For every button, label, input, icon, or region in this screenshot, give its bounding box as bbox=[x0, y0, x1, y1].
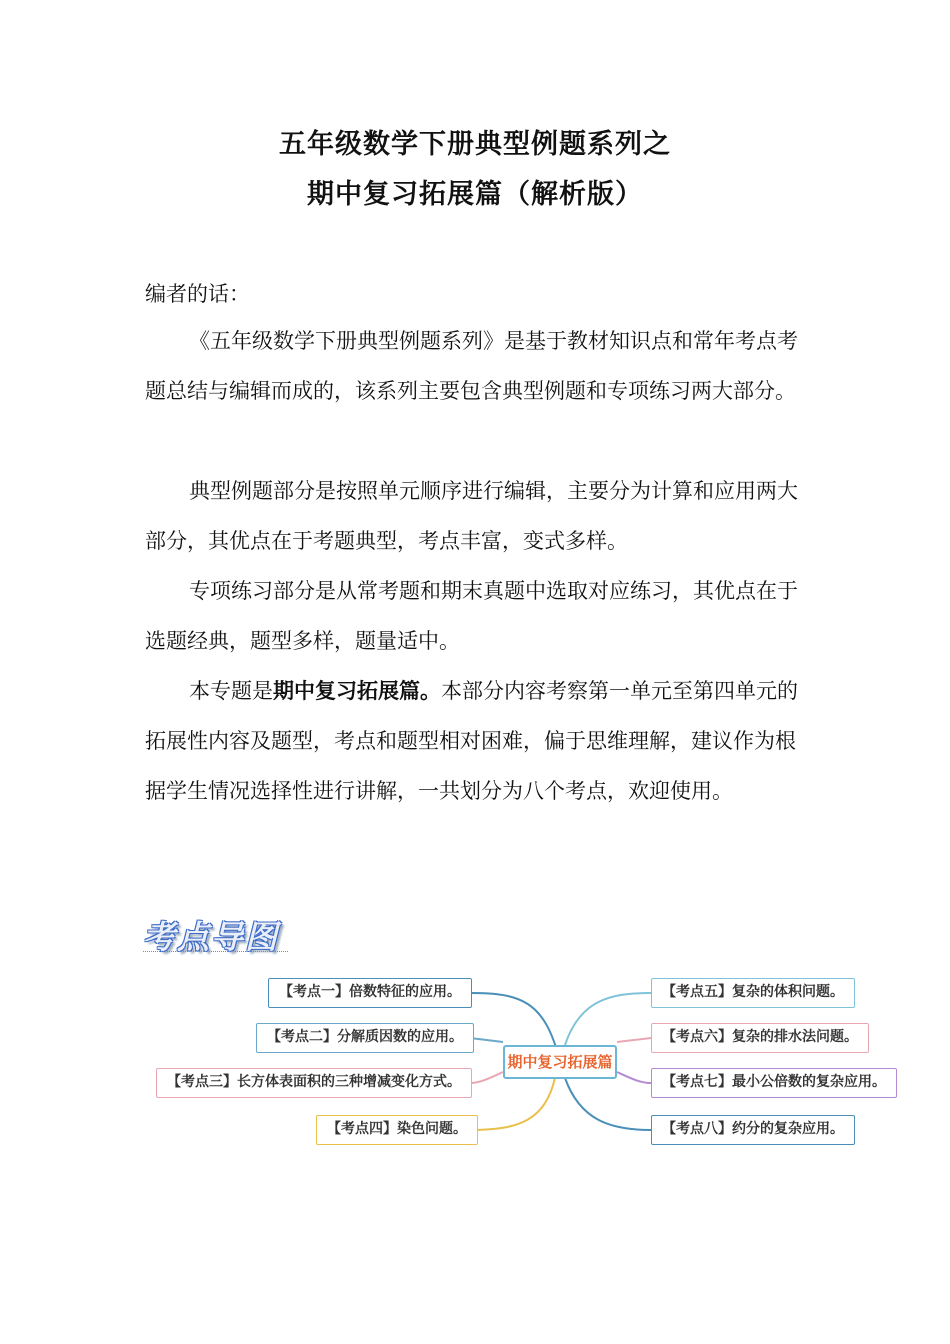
intro-paragraph-3: 专项练习部分是从常考题和期末真题中选取对应练习，其优点在于选题经典，题型多样，题量适中。 bbox=[145, 579, 798, 653]
connector-left-2 bbox=[470, 1038, 503, 1042]
intro-paragraph-4 bbox=[145, 666, 805, 816]
connector-right-1 bbox=[565, 993, 651, 1045]
mindmap-node-point-1: 【考点一】倍数特征的应用。 bbox=[268, 978, 472, 1008]
p4-text-after: 本部分内容考察第一单元至第四单元的拓展性内容及题型，考点和题型相对困难，偏于思维理解，建议作为根据学生情况选择性进行讲解，一共划分为八个考点，欢迎使用。 bbox=[145, 679, 798, 803]
mindmap-node-point-3: 【考点三】长方体表面积的三种增减变化方式。 bbox=[156, 1068, 472, 1098]
mindmap-node-point-8: 【考点八】约分的复杂应用。 bbox=[651, 1115, 855, 1145]
mindmap-center-node: 期中复习拓展篇 bbox=[503, 1045, 617, 1079]
mindmap-node-point-4: 【考点四】染色问题。 bbox=[316, 1115, 478, 1145]
p4-text-bold: 期中复习拓展篇。 bbox=[273, 679, 441, 703]
document-title-line-2: 期中复习拓展篇（解析版） bbox=[307, 179, 643, 210]
p4-text-before: 本专题是 bbox=[189, 679, 273, 703]
mindmap-heading: 考点导图 bbox=[143, 918, 280, 956]
editor-note-label: 编者的话： bbox=[145, 282, 250, 306]
connector-left-3 bbox=[470, 1072, 503, 1083]
document-title-line-1: 五年级数学下册典型例题系列之 bbox=[279, 129, 671, 160]
mindmap-heading-underline bbox=[143, 951, 288, 952]
connector-right-2 bbox=[617, 1038, 651, 1042]
intro-paragraph-2: 典型例题部分是按照单元顺序进行编辑，主要分为计算和应用两大部分，其优点在于考题典型，考点丰富，变式多样。 bbox=[145, 479, 798, 553]
mindmap-node-point-5: 【考点五】复杂的体积问题。 bbox=[651, 978, 855, 1008]
mindmap-node-point-2: 【考点二】分解质因数的应用。 bbox=[256, 1023, 474, 1053]
connector-left-4 bbox=[470, 1078, 555, 1130]
mindmap-node-point-7: 【考点七】最小公倍数的复杂应用。 bbox=[651, 1068, 897, 1098]
connector-right-3 bbox=[617, 1072, 651, 1083]
connector-right-4 bbox=[565, 1078, 651, 1130]
mindmap-node-point-6: 【考点六】复杂的排水法问题。 bbox=[651, 1023, 869, 1053]
intro-paragraph-1: 《五年级数学下册典型例题系列》是基于教材知识点和常年考点考题总结与编辑而成的，该系列主要包含典型例题和专项练习两大部分。 bbox=[145, 329, 798, 403]
